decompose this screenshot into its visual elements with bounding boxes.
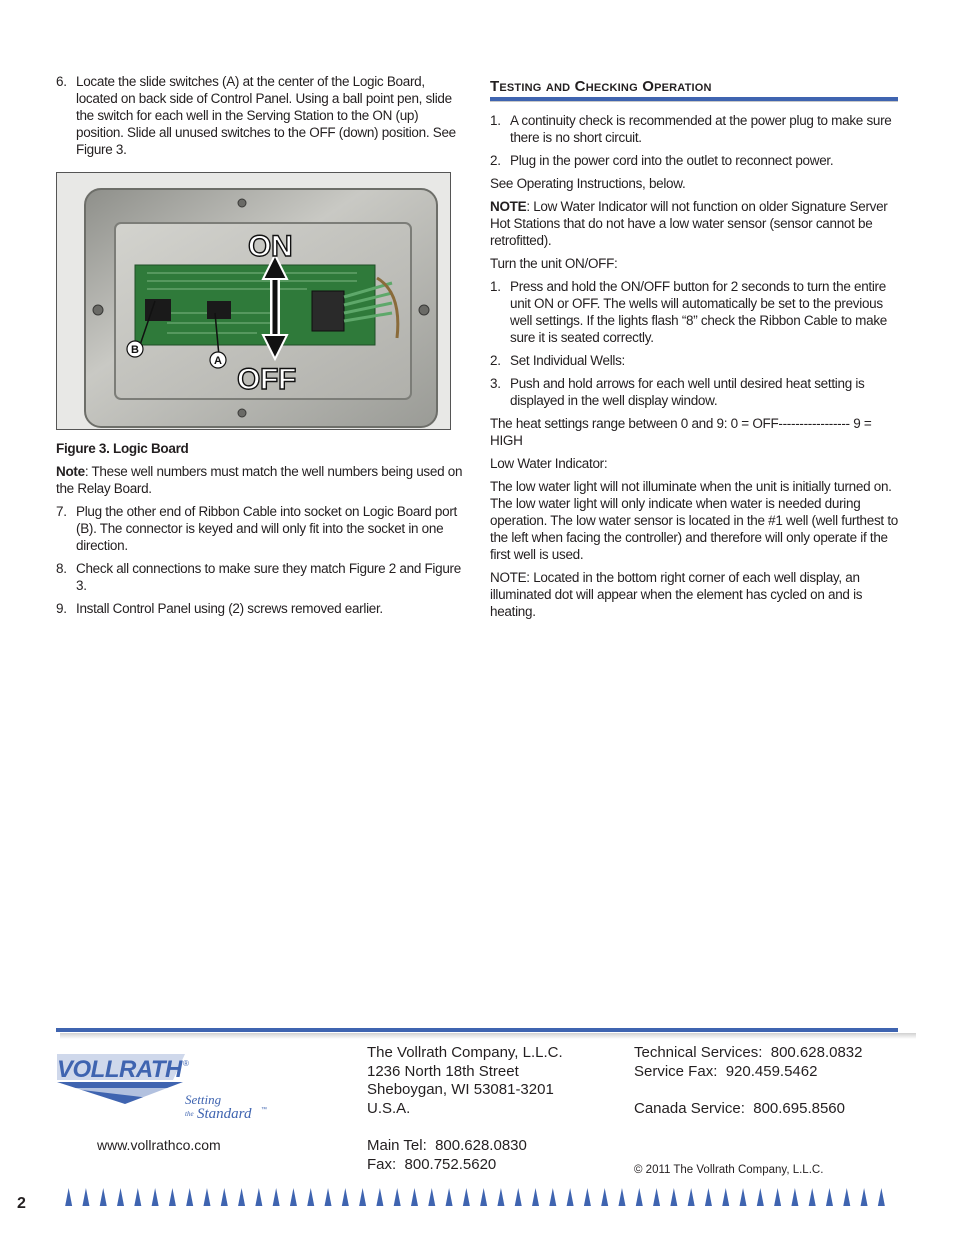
note-label: Note (56, 464, 85, 479)
triangle-ornament-icon (774, 1188, 781, 1206)
turn-unit-heading: Turn the unit ON/OFF: (490, 256, 618, 271)
logo-registered: ® (183, 1059, 189, 1068)
step-text: Check all connections to make sure they match Figure 2 and Figure 3. (76, 561, 461, 593)
triangle-ornament-icon (117, 1188, 124, 1206)
triangle-ornament-icon (567, 1188, 574, 1206)
step-text: Press and hold the ON/OFF button for 2 seconds to turn the entire unit ON or OFF. The wells will automatically be set to the previous well settings. If the lights flash “8” check the Ribbon Cable to make sure it is seated correctly. (510, 279, 887, 345)
triangle-ornament-icon (100, 1188, 107, 1206)
triangle-ornament-icon (255, 1188, 262, 1206)
triangle-ornament-icon (809, 1188, 816, 1206)
note-text: : Low Water Indicator will not function on older Signature Server Hot Stations that do not have a low water sensor (sensor cannot be retrofitted). (490, 199, 888, 248)
website-link[interactable]: www.vollrathco.com (97, 1137, 221, 1153)
triangle-ornament-icon (134, 1188, 141, 1206)
triangle-ornament-icon (791, 1188, 798, 1206)
triangle-ornament-icon (428, 1188, 435, 1206)
company-name: The Vollrath Company, L.L.C. (367, 1044, 563, 1061)
step-6 (56, 73, 466, 158)
step-number: 2. (490, 353, 501, 368)
tagline-standard: Standard (197, 1106, 252, 1122)
triangle-ornament-icon (394, 1188, 401, 1206)
left-column (56, 73, 466, 623)
triangle-ornament-icon (325, 1188, 332, 1206)
tagline-tm: ™ (261, 1107, 267, 1113)
triangle-ornament-icon (705, 1188, 712, 1206)
triangle-ornament-icon (307, 1188, 314, 1206)
street-address: 1236 North 18th Street (367, 1062, 519, 1080)
vollrath-logo-icon (55, 1052, 275, 1122)
check-step-2 (490, 152, 898, 169)
step-number: 9. (56, 601, 67, 616)
step-number: 3. (490, 376, 501, 391)
triangle-ornament-icon (221, 1188, 228, 1206)
triangle-ornament-icon (359, 1188, 366, 1206)
triangle-ornament-icon (618, 1188, 625, 1206)
heating-dot-note: NOTE: Located in the bottom right corner of each well display, an illuminated dot will appear when the element has cycled on and is heating. (490, 570, 863, 619)
step-7 (56, 503, 466, 554)
step-text: Push and hold arrows for each well until desired heat setting is displayed in the well display window. (510, 376, 865, 408)
note-paragraph (56, 463, 466, 497)
technical-services: Technical Services: 800.628.0832 (634, 1044, 863, 1061)
triangle-ornament-icon (203, 1188, 210, 1206)
operation-step-3 (490, 375, 898, 409)
low-water-text: The low water light will not illuminate when the unit is initially turned on. The low water light will only indicate when water is needed during operation. The low water sensor is located in the #1 well (well furthest to the left when facing the controller) and therefore will only operate if the first well is used. (490, 479, 898, 562)
triangle-ornament-icon (584, 1188, 591, 1206)
triangle-ornament-icon (636, 1188, 643, 1206)
tagline-the: the (185, 1110, 194, 1118)
triangle-ornament-icon (273, 1188, 280, 1206)
step-number: 2. (490, 153, 501, 168)
step-number: 1. (490, 279, 501, 294)
triangle-ornament-icon (376, 1188, 383, 1206)
note-label: NOTE (490, 199, 527, 214)
step-number: 8. (56, 561, 67, 576)
right-column (490, 78, 898, 626)
on-label: ON (248, 230, 293, 263)
step-number: 6. (56, 74, 67, 89)
copyright: © 2011 The Vollrath Company, L.L.C. (634, 1164, 824, 1176)
fax: Fax: 800.752.5620 (367, 1155, 497, 1173)
triangle-ornament-icon (757, 1188, 764, 1206)
triangle-ornament-icon (290, 1188, 297, 1206)
triangle-ornament-icon (463, 1188, 470, 1206)
triangle-ornament-icon (152, 1188, 159, 1206)
triangle-ornament-icon (82, 1188, 89, 1206)
step-text: Install Control Panel using (2) screws removed earlier. (76, 601, 383, 616)
operation-step-2 (490, 352, 898, 369)
triangle-ornament-icon (238, 1188, 245, 1206)
operation-step-1 (490, 278, 898, 346)
see-instructions: See Operating Instructions, below. (490, 176, 686, 191)
step-text: Plug in the power cord into the outlet to reconnect power. (510, 153, 834, 168)
heat-range: The heat settings range between 0 and 9: 0 = OFF----------------- 9 = HIGH (490, 416, 872, 448)
step-text: A continuity check is recommended at the power plug to make sure there is no short circuit. (510, 113, 892, 145)
canada-service: Canada Service: 800.695.8560 (634, 1099, 845, 1117)
triangle-ornament-icon (688, 1188, 695, 1206)
step-number: 1. (490, 113, 501, 128)
step-text: Plug the other end of Ribbon Cable into socket on Logic Board port (B). The connector is keyed and will only fit into the socket in one direction. (76, 504, 457, 553)
step-9 (56, 600, 466, 617)
note-low-water (490, 198, 898, 249)
logic-board-figure (56, 172, 451, 430)
triangle-ornament-icon (878, 1188, 885, 1206)
triangle-ornament-icon (670, 1188, 677, 1206)
triangle-ornament-icon (601, 1188, 608, 1206)
triangle-ornament-icon (342, 1188, 349, 1206)
footer-shadow (60, 1033, 916, 1039)
service-fax: Service Fax: 920.459.5462 (634, 1062, 818, 1080)
page-number: 2 (17, 1195, 26, 1212)
triangle-ornament-icon (740, 1188, 747, 1206)
step-number: 7. (56, 504, 67, 519)
low-water-heading: Low Water Indicator: (490, 456, 608, 471)
logo-text: VOLLRATH (57, 1056, 182, 1083)
triangle-ornament-icon (446, 1188, 453, 1206)
figure-caption: Figure 3. Logic Board (56, 441, 189, 456)
triangle-ornament-icon (411, 1188, 418, 1206)
triangle-ornament-icon (532, 1188, 539, 1206)
triangle-ornament-icon (186, 1188, 193, 1206)
callout-a: A (214, 355, 222, 367)
title-rule (490, 97, 898, 102)
off-label: OFF (237, 363, 297, 396)
triangle-ornament-icon (169, 1188, 176, 1206)
triangle-ornament-icon (722, 1188, 729, 1206)
triangle-ornament-icon (65, 1188, 72, 1206)
step-text: Set Individual Wells: (510, 353, 626, 368)
section-title: Testing and Checking Operation (490, 78, 712, 95)
step-text: Locate the slide switches (A) at the center of the Logic Board, located on back side of Control Panel. Using a ball point pen, slide the switch for each well in the Serving Station to the ON (up) position. Slide all unused switches to the OFF (down) position. See Figure 3. (76, 74, 456, 157)
triangle-ornament-icon (861, 1188, 868, 1206)
step-8 (56, 560, 466, 594)
triangle-ornament-icon (515, 1188, 522, 1206)
check-step-1 (490, 112, 898, 146)
logic-board-photo (57, 173, 450, 429)
footer-rule (56, 1028, 898, 1032)
callout-b: B (131, 344, 139, 356)
triangle-ornament-icon (653, 1188, 660, 1206)
triangle-ornament-icon (497, 1188, 504, 1206)
vollrath-logo (55, 1052, 275, 1122)
main-tel: Main Tel: 800.628.0830 (367, 1137, 527, 1154)
tagline-setting: Setting (185, 1092, 222, 1107)
triangle-ornament-icon (826, 1188, 833, 1206)
triangle-ornament-icon (843, 1188, 850, 1206)
country: U.S.A. (367, 1099, 411, 1117)
note-text: : These well numbers must match the well numbers being used on the Relay Board. (56, 464, 463, 496)
city-address: Sheboygan, WI 53081-3201 (367, 1081, 554, 1098)
triangle-ornament-icon (480, 1188, 487, 1206)
triangle-ornament-icon (549, 1188, 556, 1206)
triangle-border (60, 1188, 890, 1206)
